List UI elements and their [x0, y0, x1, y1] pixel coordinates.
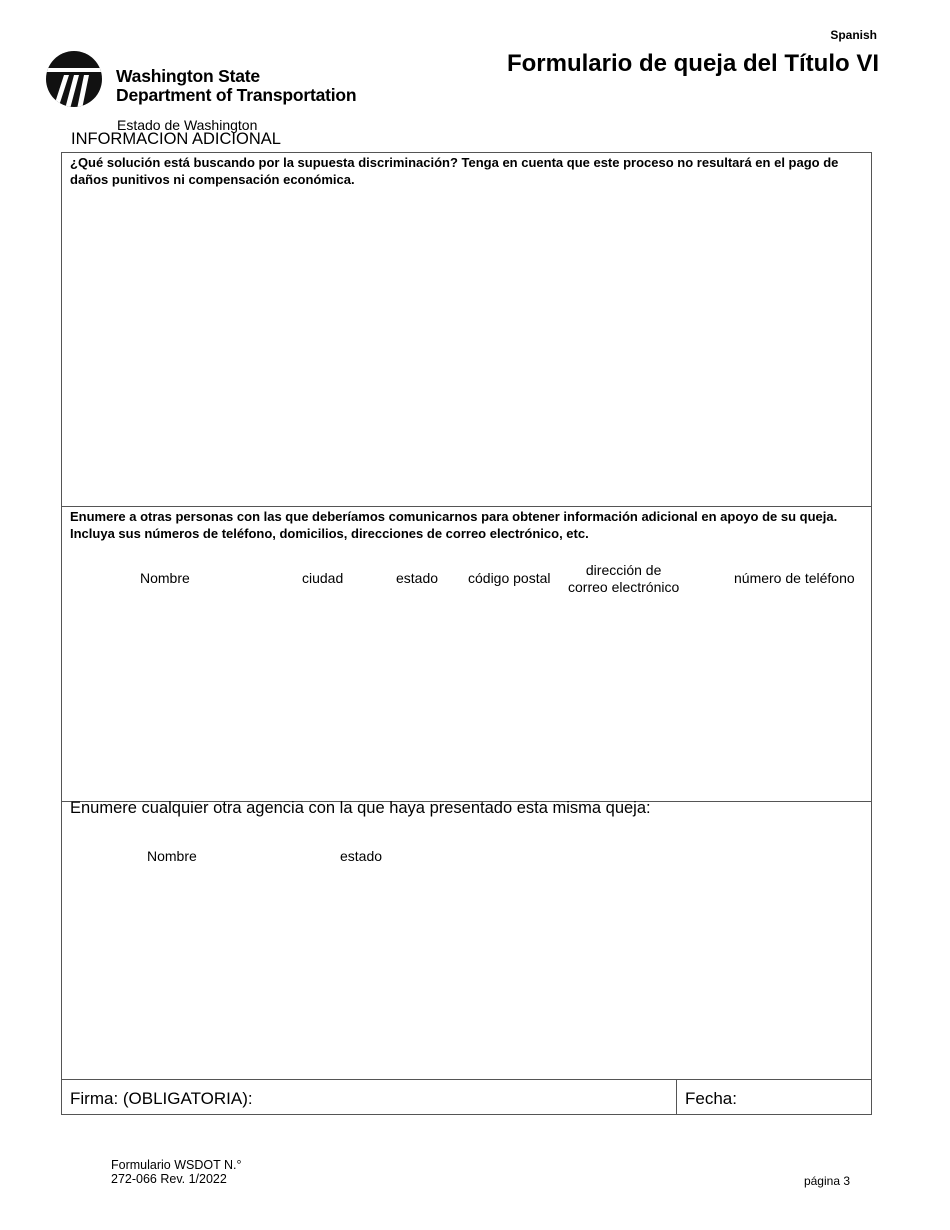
column-zip: código postal — [468, 570, 551, 586]
page-number: página 3 — [803, 1174, 850, 1188]
logo-line-2: Department of Transportation — [116, 85, 357, 105]
page-title: Formulario de queja del Título VI — [506, 50, 879, 77]
section-title: INFORMACION ADICIONAL — [71, 130, 281, 148]
remedy-section[interactable] — [62, 153, 871, 507]
column-email-line-1: dirección de — [585, 562, 662, 578]
date-field[interactable] — [677, 1080, 871, 1114]
signature-row — [62, 1080, 871, 1114]
language-label: Spanish — [830, 28, 877, 42]
signature-label: Firma: (OBLIGATORIA): — [70, 1089, 253, 1108]
contacts-section[interactable] — [62, 507, 871, 802]
contacts-question: Enumere a otras personas con las que deberíamos comunicarnos para obtener información adicional en apoyo de su queja. Incluya sus números de teléfono, domicilios, direcciones de correo electrónico, etc. — [70, 509, 838, 541]
agencies-section[interactable] — [62, 799, 871, 1080]
logo-line-1: Washington State — [116, 66, 260, 86]
form-number-line-2: 272-066 Rev. 1/2022 — [111, 1172, 227, 1186]
wsdot-logo-icon — [46, 51, 104, 109]
column-city: ciudad — [302, 570, 344, 586]
logo-text — [116, 67, 356, 105]
signature-field[interactable] — [62, 1080, 677, 1114]
form-frame — [61, 152, 872, 1115]
wsdot-logo — [46, 51, 406, 111]
agency-column-state: estado — [340, 848, 383, 864]
column-state: estado — [396, 570, 439, 586]
form-number — [111, 1158, 241, 1186]
form-number-line-1: Formulario WSDOT N.° — [111, 1158, 242, 1172]
column-email-line-2: correo electrónico — [568, 579, 680, 595]
agency-column-name: Nombre — [147, 848, 197, 864]
subtitle: Estado de Washington — [117, 117, 258, 133]
column-name: Nombre — [140, 570, 190, 586]
agencies-question: Enumere cualquier otra agencia con la que haya presentado esta misma queja: — [70, 799, 651, 817]
remedy-question: ¿Qué solución está buscando por la supuesta discriminación? Tenga en cuenta que este proceso no resultará en el pago de daños punitivos ni compensación económica. — [70, 155, 839, 187]
column-email — [568, 562, 679, 596]
date-label: Fecha: — [685, 1089, 737, 1108]
column-phone: número de teléfono — [734, 570, 855, 586]
